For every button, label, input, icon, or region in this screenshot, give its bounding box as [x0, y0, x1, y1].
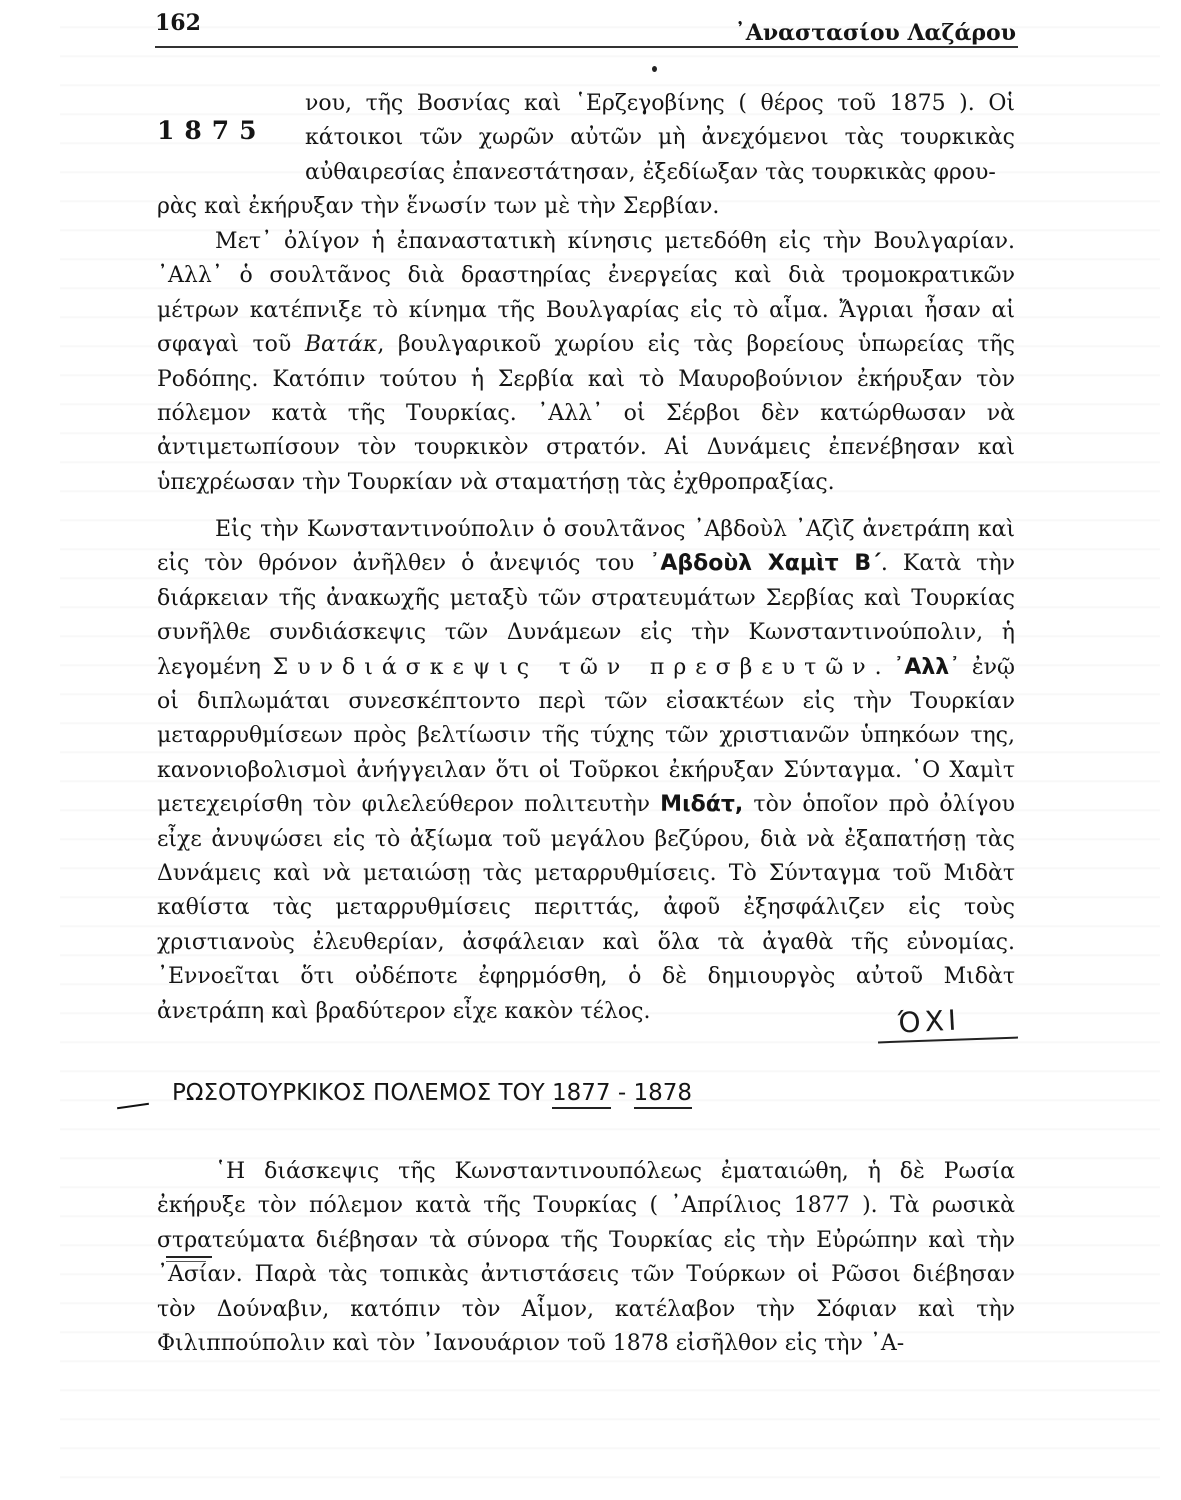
paragraph-3-text-a: Εἰς τὴν Κωνσταντινούπολιν ὁ σουλτᾶνος ᾿Αβδοὺλ ᾿Αζὶζ ἀνετράπη καὶ εἰς τὸν θρόνον ἀνῆλθεν ὁ ἀνεψιός του: [157, 517, 1015, 577]
margin-year: 1875: [157, 116, 267, 145]
paragraph-2-text-a: Μετ᾿ ὀλίγον ἡ ἐπαναστατικὴ κίνησις μετεδόθη εἰς τὴν Βουλγαρίαν. ᾿Αλλ᾿ ὁ σουλτᾶνος διὰ δραστηρίας ἐνεργείας καὶ διὰ τρομοκρατικῶν μέτρων κατέπνιξε τὸ κίνημα τῆς Βουλγαρίας εἰς τὸ αἷμα. Ἄγριαι ἦσαν αἱ σφαγαὶ τοῦ: [157, 229, 1015, 358]
page-number: 162: [155, 10, 201, 36]
name-midhat: Μιδάτ,: [660, 792, 744, 818]
paragraph-3: [157, 513, 1015, 1029]
paragraph-1-text-end: ρὰς καὶ ἐκήρυξαν τὴν ἕνωσίν των μὲ τὴν Σερβίαν.: [157, 194, 720, 219]
margin-pencil-mark: [117, 1103, 149, 1109]
section-year-end: 1878: [634, 1080, 693, 1109]
header-rule: [155, 46, 1018, 48]
paragraph-2: [157, 225, 1015, 500]
handwritten-annotation: ΌΧΙ: [897, 1003, 962, 1040]
paragraph-1-text: νου, τῆς Βοσνίας καὶ ῾Ερζεγοβίνης ( θέρος τοῦ 1875 ). Οἱ κάτοικοι τῶν χωρῶν αὐτῶν μὴ ἀνεχόμενοι τὰς τουρκικὰς αὐθαιρεσίας ἐπανεστάτησαν, ἐξεδίωξαν τὰς τουρκικὰς φρου-: [305, 91, 1015, 185]
conference-name-spaced: Συνδιάσκεψις τῶν πρεσβευτῶν: [272, 654, 875, 680]
paragraph-4: [157, 1155, 1015, 1361]
section-year-start: 1877: [552, 1080, 611, 1109]
section-heading: [172, 1080, 692, 1106]
pencil-underline-mark-2: [166, 1261, 206, 1262]
name-abdul-hamid: ᾿Αβδοὺλ Χαμὶτ Β΄: [649, 551, 881, 577]
paragraph-2-text-b: , βουλγαρικοῦ χωρίου εἰς τὰς βορείους ὑπωρείας τῆς Ροδόπης. Κατόπιν τούτου ἡ Σερβία καὶ τὸ Μαυροβούνιον ἐκήρυξαν τὸν πόλεμον κατὰ τῆς Τουρκίας. ᾿Αλλ᾿ οἱ Σέρβοι δὲν κατώρθωσαν νὰ ἀντιμετωπίσουν τὸν τουρκικὸν στρατόν. Αἱ Δυνάμεις ἐπενέβησαν καὶ ὑπεχρέωσαν τὴν Τουρκίαν νὰ σταματήσῃ τὰς ἐχθροπραξίας.: [157, 332, 1016, 495]
paragraph-3-text-c: .: [874, 654, 894, 680]
paragraph-3-text-e: τὸν ὁποῖον πρὸ ὀλίγου εἶχε ἀνυψώσει εἰς τὸ ἀξίωμα τοῦ μεγάλου βεζύρου, διὰ νὰ ἐξαπατήσῃ τὰς Δυνάμεις καὶ νὰ μεταιώσῃ τὰς μεταρρυθμίσεις. Τὸ Σύνταγμα τοῦ Μιδὰτ καθίστα τὰς μεταρρυθμίσεις περιττάς, ἀφοῦ ἐξησφάλιζεν εἰς τοὺς χριστιανοὺς ἐλευθερίαν, ἀσφάλειαν καὶ ὅλα τὰ ἀγαθὰ τῆς εὐνομίας. ᾿Εννοεῖται ὅτι οὐδέποτε ἐφηρμόσθη, ὁ δὲ δημιουργὸς αὐτοῦ Μιδὰτ ἀνετράπη καὶ βραδύτερον εἶχε κακὸν τέλος.: [157, 792, 1015, 1024]
bold-all: ᾿Αλλ᾿: [893, 654, 961, 680]
running-title: ᾿Αναστασίου Λαζάρου: [734, 20, 1016, 46]
pencil-underline-mark: [166, 1256, 212, 1258]
paragraph-3-text-d: ἐνῷ οἱ διπλωμάται συνεσκέπτοντο περὶ τῶν εἰσακτέων εἰς τὴν Τουρκίαν μεταρρυθμίσεων πρὸς βελτίωσιν τῆς τύχης τῶν χριστιανῶν ὑπηκόων της, κανονιοβολισμοὶ ἀνήγγειλαν ὅτι οἱ Τοῦρκοι ἐκήρυξαν Σύνταγμα. ῾Ο Χαμὶτ μετεχειρίσθη τὸν φιλελεύθερον πολιτευτὴν: [157, 654, 1015, 818]
section-heading-prefix: ΡΩΣΟΤΟΥΡΚΙΚΟΣ ΠΟΛΕΜΟΣ ΤΟΥ: [172, 1080, 553, 1106]
paragraph-3-text-b: . Κατὰ τὴν διάρκειαν τῆς ἀνακωχῆς μεταξὺ τῶν στρατευμάτων Σερβίας καὶ Τουρκίας συνῆλθε συνδιάσκεψις τῶν Δυνάμεων εἰς τὴν Κωνσταντινούπολιν, ἡ λεγομένη: [157, 551, 1015, 680]
paragraph-1-continuation: [157, 190, 1015, 224]
paragraph-1: [305, 87, 1015, 190]
paragraph-4-text: ῾Η διάσκεψις τῆς Κωνσταντινουπόλεως ἐματαιώθη, ἡ δὲ Ρωσία ἐκήρυξε τὸν πόλεμον κατὰ τῆς Τουρκίας ( ᾿Απρίλιος 1877 ). Τὰ ρωσικὰ στρατεύματα διέβησαν τὰ σύνορα τῆς Τουρκίας εἰς τὴν Εὐρώπην καὶ τὴν ᾿Ασίαν. Παρὰ τὰς τοπικὰς ἀντιστάσεις τῶν Τούρκων οἱ Ρῶσοι διέβησαν τὸν Δούναβιν, κατόπιν τὸν Αἷμον, κατέλαβον τὴν Σόφιαν καὶ τὴν Φιλιππούπολιν καὶ τὸν ᾿Ιανουάριον τοῦ 1878 εἰσῆλθον εἰς τὴν ᾿Α-: [157, 1159, 1015, 1357]
ink-dot: [652, 66, 657, 72]
section-heading-dash: -: [610, 1080, 634, 1106]
place-name-batak: Βατάκ: [304, 332, 378, 358]
